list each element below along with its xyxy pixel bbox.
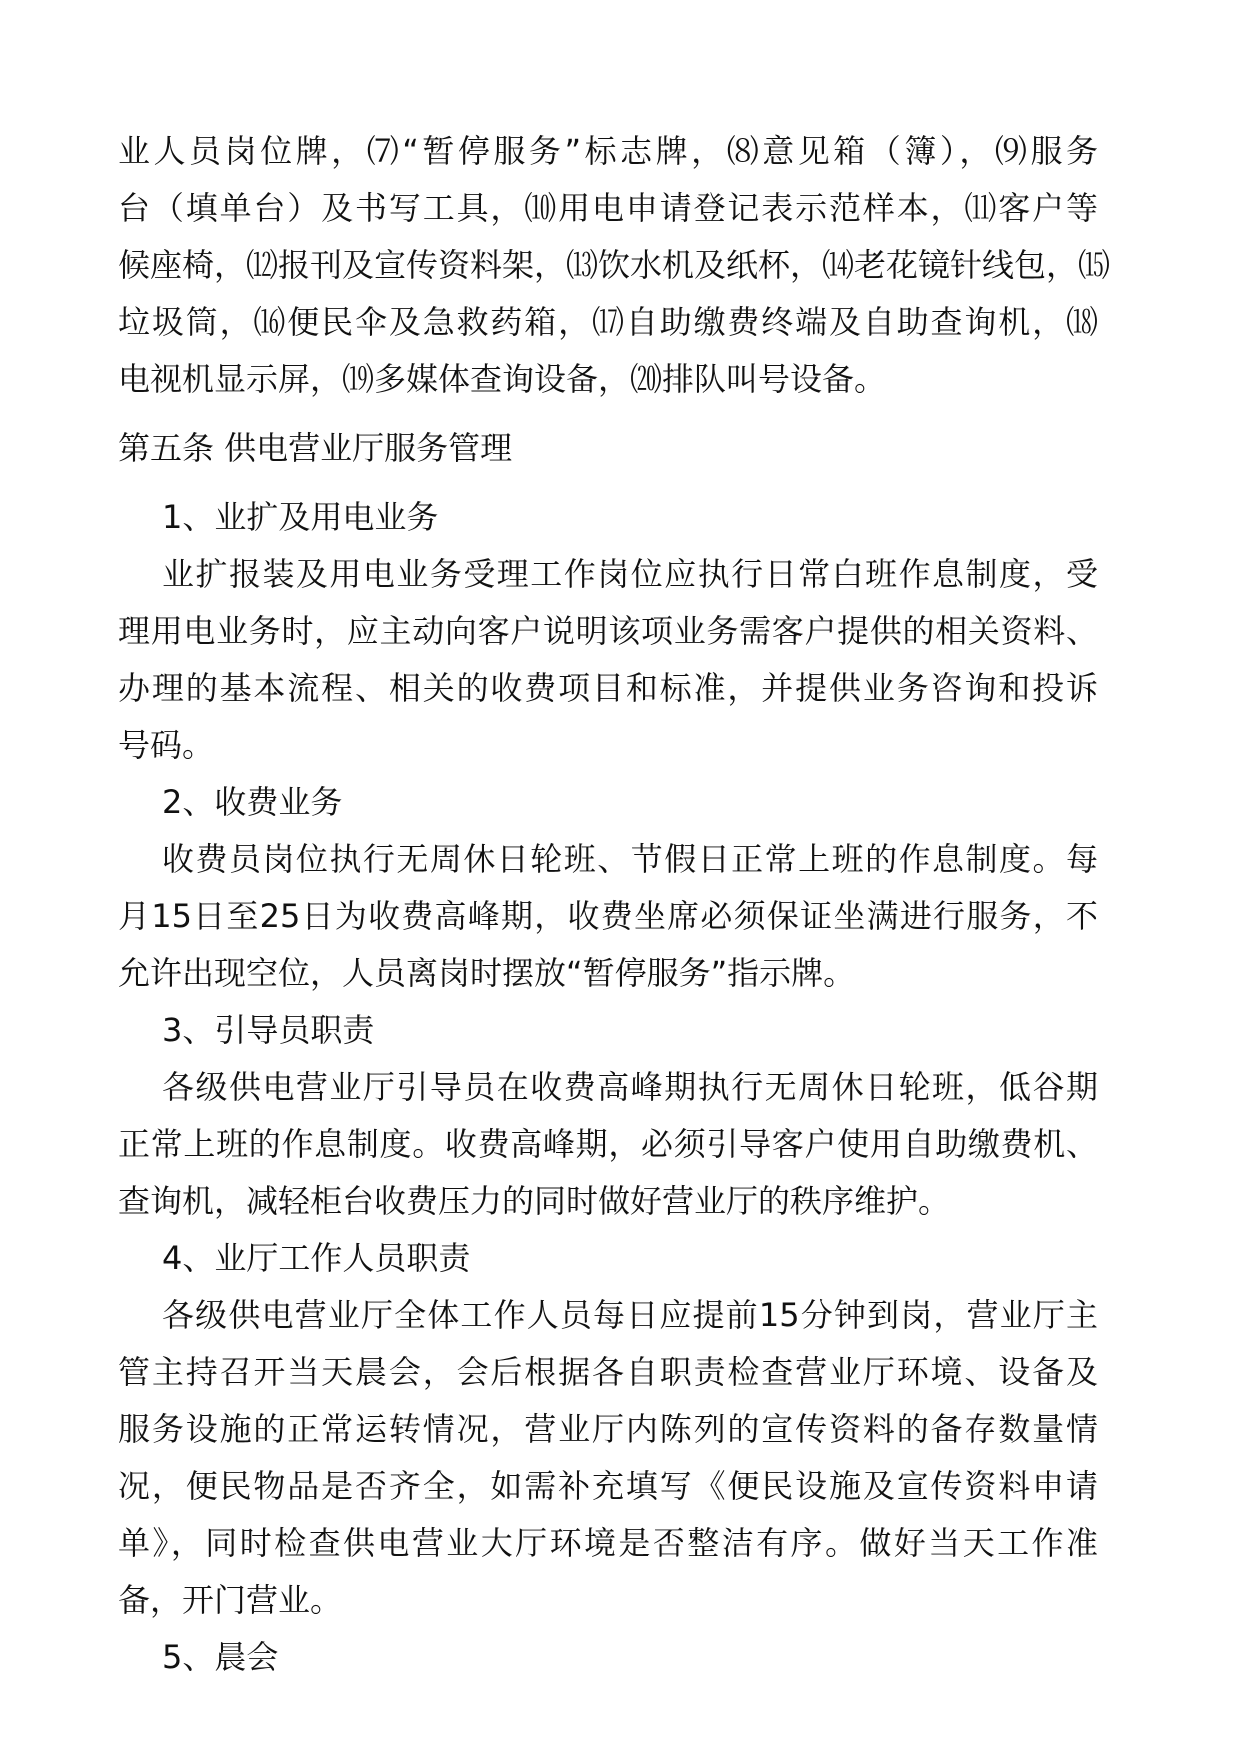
text-line: 查询机，减轻柜台收费压力的同时做好营业厅的秩序维护。 [118,1182,951,1220]
text-line: 收费员岗位执行无周休日轮班、节假日正常上班的作息制度。每 [162,840,1098,878]
text-line: 备，开门营业。 [118,1581,343,1619]
text-line: 垃圾筒，⒃便民伞及急救药箱，⒄自助缴费终端及自助查询机，⒅ [118,303,1098,341]
text-line: 月15日至25日为收费高峰期，收费坐席必须保证坐满进行服务，不 [118,897,1098,935]
text-line: 台（填单台）及书写工具，⑽用电申请登记表示范样本，⑾客户等 [118,189,1098,227]
text-line: 各级供电营业厅引导员在收费高峰期执行无周休日轮班，低谷期 [162,1068,1098,1106]
section-heading: 5、晨会 [162,1638,279,1676]
text-line: 正常上班的作息制度。收费高峰期，必须引导客户使用自助缴费机、 [118,1125,1098,1163]
section-heading: 2、收费业务 [162,783,343,821]
text-line: 况，便民物品是否齐全，如需补充填写《便民设施及宣传资料申请 [118,1467,1098,1505]
text-line: 候座椅，⑿报刊及宣传资料架，⒀饮水机及纸杯，⒁老花镜针线包，⒂ [118,246,1111,284]
text-line: 服务设施的正常运转情况，营业厅内陈列的宣传资料的备存数量情 [118,1410,1098,1448]
section-heading: 3、引导员职责 [162,1011,375,1049]
document-body [118,123,1111,1686]
text-line: 管主持召开当天晨会，会后根据各自职责检查营业厅环境、设备及 [118,1353,1098,1391]
text-line: 电视机显示屏，⒆多媒体查询设备，⒇排队叫号设备。 [118,360,887,398]
article-heading: 第五条 供电营业厅服务管理 [118,429,513,467]
text-line: 办理的基本流程、相关的收费项目和标准，并提供业务咨询和投诉 [118,669,1098,707]
text-line: 业人员岗位牌，⑺“暂停服务”标志牌，⑻意见箱（簿），⑼服务 [118,132,1098,170]
section-heading: 1、业扩及用电业务 [162,498,439,536]
text-line: 号码。 [118,726,215,764]
text-line: 理用电业务时，应主动向客户说明该项业务需客户提供的相关资料、 [118,612,1098,650]
text-line: 单》，同时检查供电营业大厅环境是否整洁有序。做好当天工作准 [118,1524,1098,1562]
section-heading: 4、业厅工作人员职责 [162,1239,471,1277]
text-line: 各级供电营业厅全体工作人员每日应提前15分钟到岗，营业厅主 [162,1296,1098,1334]
text-line: 业扩报装及用电业务受理工作岗位应执行日常白班作息制度，受 [162,555,1098,593]
text-line: 允许出现空位，人员离岗时摆放“暂停服务”指示牌。 [118,954,856,992]
